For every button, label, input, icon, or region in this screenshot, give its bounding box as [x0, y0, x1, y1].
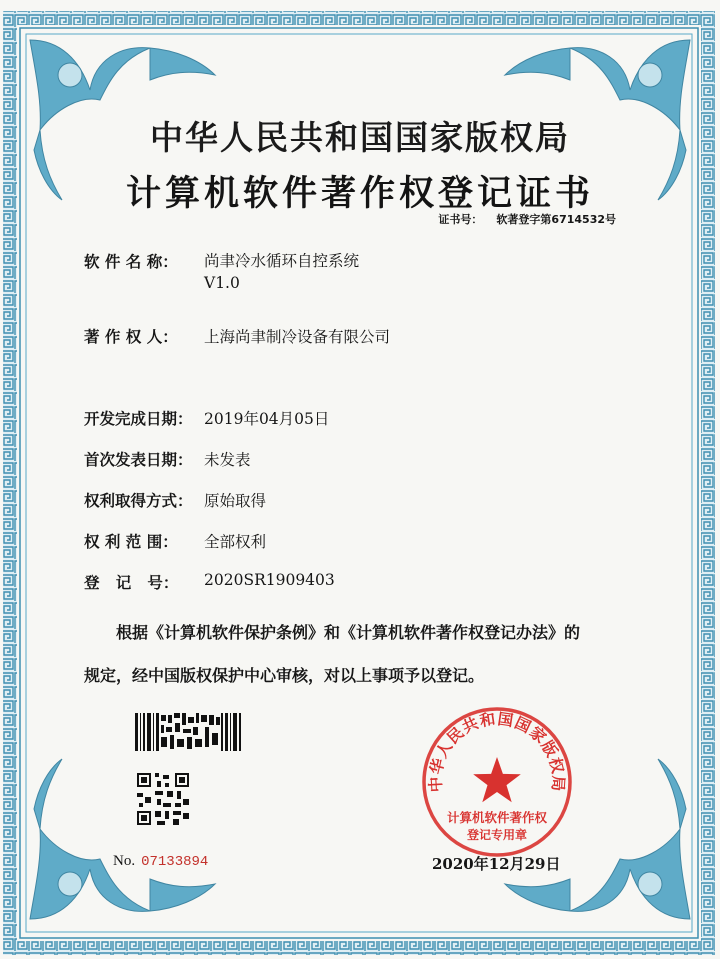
- serial-prefix: No.: [113, 853, 136, 869]
- certificate-number-label: 证书号：: [438, 213, 483, 226]
- field-value: 全部权利: [204, 533, 267, 551]
- seal-outer-text: 中华人民共和国国家版权局: [425, 709, 569, 793]
- field-label: 权 利 范 围：: [84, 532, 178, 551]
- seal-line-2: 登记专用章: [466, 828, 528, 842]
- field-software-name: [84, 250, 359, 294]
- field-rights-scope: [84, 530, 266, 552]
- field-first-publish-date: [84, 448, 251, 470]
- serial-number: [113, 853, 208, 870]
- field-registration-number: [84, 571, 335, 593]
- field-label: 首次发表日期：: [84, 450, 193, 469]
- registration-statement: [84, 611, 644, 697]
- certificate-number: [438, 211, 616, 227]
- barcode-icon: [135, 713, 242, 751]
- seal-line-1: 计算机软件著作权: [446, 810, 548, 825]
- field-acquisition-method: [84, 489, 266, 511]
- issue-date: 2020年12月29日: [432, 855, 561, 873]
- statement-line-2: 规定，经中国版权保护中心审核，对以上事项予以登记。: [84, 666, 485, 685]
- official-seal: [420, 705, 574, 859]
- field-value: 2020SR1909403: [204, 571, 335, 589]
- field-label: 软 件 名 称：: [84, 252, 178, 271]
- field-value: 2019年04月05日: [204, 410, 330, 428]
- field-label: 权利取得方式：: [84, 491, 193, 510]
- software-version-value: V1.0: [204, 274, 240, 292]
- field-value: 上海尚聿制冷设备有限公司: [204, 328, 391, 346]
- field-value: 原始取得: [204, 492, 267, 510]
- field-copyright-owner: [84, 325, 390, 347]
- certificate-title: 计算机软件著作权登记证书: [125, 173, 594, 214]
- field-completion-date: [84, 407, 329, 429]
- software-name-value: 尚聿冷水循环自控系统: [204, 252, 360, 270]
- statement-line-1: 根据《计算机软件保护条例》和《计算机软件著作权登记办法》的: [116, 623, 581, 642]
- field-label: 著 作 权 人：: [84, 327, 178, 346]
- certificate-number-value: 软著登字第6714532号: [496, 213, 616, 226]
- star-icon: [473, 757, 521, 802]
- field-label: 登 记 号：: [84, 573, 179, 592]
- serial-number-value: 07133894: [141, 854, 209, 870]
- qr-code-icon: [137, 773, 189, 825]
- field-value: 未发表: [204, 451, 251, 469]
- field-label: 开发完成日期：: [84, 409, 193, 428]
- field-value: [204, 250, 359, 294]
- issuer-title: 中华人民共和国国家版权局: [150, 118, 570, 157]
